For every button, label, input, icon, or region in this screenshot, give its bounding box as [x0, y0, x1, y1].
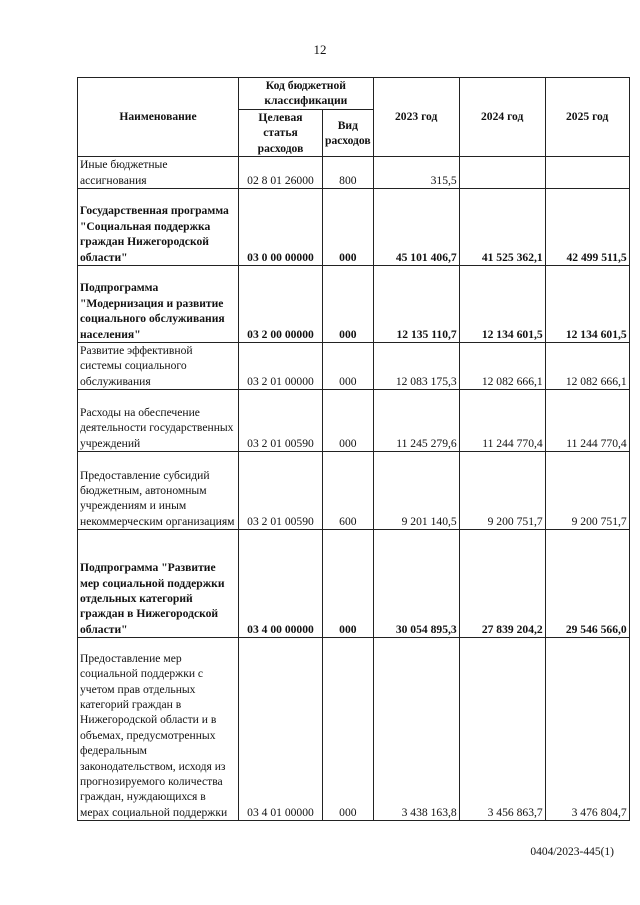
row-value-2024: 3 456 863,7: [459, 638, 545, 821]
row-value-2023: 9 201 140,5: [373, 452, 459, 530]
header-name: Наименование: [78, 78, 239, 157]
row-value-2025: 9 200 751,7: [545, 452, 629, 530]
table-row: [78, 530, 630, 638]
row-name: Подпрограмма "Развитие мер социальной поддержки отдельных категорий граждан в Нижегородской области": [78, 530, 239, 638]
row-value-2024: 27 839 204,2: [459, 530, 545, 638]
row-value-2024: 41 525 362,1: [459, 189, 545, 266]
row-expense-type: 000: [323, 638, 374, 821]
row-target-item: 03 4 01 00000: [239, 638, 323, 821]
header-target-item: Целевая статья расходов: [239, 109, 323, 156]
row-expense-type: 600: [323, 452, 374, 530]
table-row: [78, 638, 630, 821]
row-value-2023: 12 135 110,7: [373, 266, 459, 343]
row-target-item: 03 2 01 00590: [239, 390, 323, 452]
header-code-group: Код бюджетной классификации: [239, 78, 374, 110]
row-value-2023: 30 054 895,3: [373, 530, 459, 638]
row-name: Подпрограмма "Модернизация и развитие социального обслуживания населения": [78, 266, 239, 343]
budget-table: [77, 77, 630, 821]
row-value-2024: 11 244 770,4: [459, 390, 545, 452]
row-value-2025: 42 499 511,5: [545, 189, 629, 266]
row-value-2025: 12 082 666,1: [545, 343, 629, 390]
header-year-2024: 2024 год: [459, 78, 545, 157]
row-name: Иные бюджетные ассигнования: [78, 157, 239, 189]
header-year-2023: 2023 год: [373, 78, 459, 157]
row-value-2024: 12 134 601,5: [459, 266, 545, 343]
table-row: [78, 343, 630, 390]
row-target-item: 03 2 00 00000: [239, 266, 323, 343]
row-name: Государственная программа "Социальная поддержка граждан Нижегородской области": [78, 189, 239, 266]
page-number: 12: [313, 42, 327, 57]
row-target-item: 03 2 01 00000: [239, 343, 323, 390]
row-value-2023: 3 438 163,8: [373, 638, 459, 821]
row-expense-type: 000: [323, 530, 374, 638]
row-value-2023: 315,5: [373, 157, 459, 189]
document-code: 0404/2023-445(1): [530, 846, 614, 858]
row-value-2025: 3 476 804,7: [545, 638, 629, 821]
row-target-item: 03 2 01 00590: [239, 452, 323, 530]
row-value-2025: 12 134 601,5: [545, 266, 629, 343]
row-name: Предоставление субсидий бюджетным, автономным учреждениям и иным некоммерческим организациям: [78, 452, 239, 530]
row-expense-type: 000: [323, 189, 374, 266]
row-expense-type: 800: [323, 157, 374, 189]
row-value-2025: 29 546 566,0: [545, 530, 629, 638]
table-row: [78, 452, 630, 530]
row-target-item: 03 4 00 00000: [239, 530, 323, 638]
row-value-2025: [545, 157, 629, 189]
table-row: [78, 189, 630, 266]
row-name: Предоставление мер социальной поддержки с учетом прав отдельных категорий граждан в Нижегородской области и в объемах, предусмотренных федеральным законодательством, исходя из прогнозируемого количества граждан, нуждающихся в мерах социальной поддержки: [78, 638, 239, 821]
row-value-2024: 9 200 751,7: [459, 452, 545, 530]
table-row: [78, 390, 630, 452]
row-value-2023: 45 101 406,7: [373, 189, 459, 266]
row-value-2025: 11 244 770,4: [545, 390, 629, 452]
row-name: Расходы на обеспечение деятельности государственных учреждений: [78, 390, 239, 452]
table-row: [78, 157, 630, 189]
row-expense-type: 000: [323, 390, 374, 452]
row-name: Развитие эффективной системы социального обслуживания: [78, 343, 239, 390]
row-value-2024: 12 082 666,1: [459, 343, 545, 390]
row-target-item: 03 0 00 00000: [239, 189, 323, 266]
row-expense-type: 000: [323, 266, 374, 343]
row-expense-type: 000: [323, 343, 374, 390]
header-expense-type: Вид расходов: [323, 109, 374, 156]
row-value-2023: 12 083 175,3: [373, 343, 459, 390]
row-target-item: 02 8 01 26000: [239, 157, 323, 189]
row-value-2023: 11 245 279,6: [373, 390, 459, 452]
header-year-2025: 2025 год: [545, 78, 629, 157]
table-row: [78, 266, 630, 343]
row-value-2024: [459, 157, 545, 189]
